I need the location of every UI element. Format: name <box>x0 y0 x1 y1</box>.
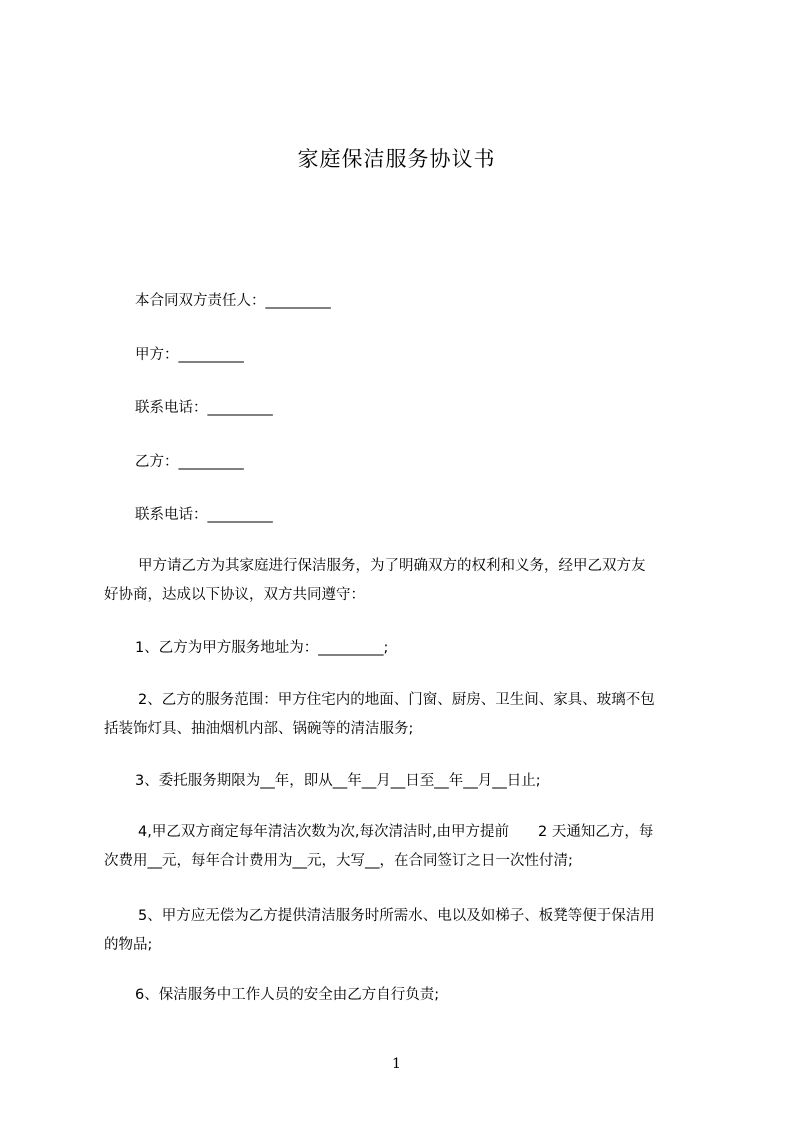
responsible-parties-line: 本合同双方责任人：_________ <box>135 293 331 309</box>
clause-4 <box>104 818 728 876</box>
party-a-line: 甲方：_________ <box>135 347 244 363</box>
clause-3: 3、委托服务期限为__年，即从__年__月__日至__年__月__日止; <box>135 773 541 789</box>
intro-line-2: 好协商，达成以下协议，双方共同遵守： <box>104 587 365 603</box>
clause-4-line-1: 4,甲乙双方商定每年清洁次数为次,每次清洁时,由甲方提前 2 天通知乙方，每 <box>138 824 654 840</box>
party-a-phone-line: 联系电话：_________ <box>135 400 273 416</box>
clause-5-line-2: 的物品; <box>104 937 153 953</box>
clause-1: 1、乙方为甲方服务地址为：_________; <box>135 640 389 656</box>
intro-line-1: 甲方请乙方为其家庭进行保洁服务，为了明确双方的权利和义务，经甲乙双方友 <box>138 558 646 574</box>
intro-paragraph <box>104 552 728 610</box>
clause-5-line-1: 5、甲方应无偿为乙方提供清洁服务时所需水、电以及如梯子、板凳等便于保洁用 <box>138 908 655 924</box>
clause-5 <box>104 902 728 960</box>
clause-4-line-2: 次费用__元，每年合计费用为__元，大写__，在合同签订之日一次性付清; <box>104 853 573 869</box>
page-number: 1 <box>392 1056 401 1072</box>
clause-6: 6、保洁服务中工作人员的安全由乙方自行负责; <box>135 987 440 1003</box>
clause-2 <box>104 686 728 744</box>
party-b-line: 乙方：_________ <box>135 454 244 470</box>
clause-2-line-2: 括装饰灯具、抽油烟机内部、锅碗等的清洁服务; <box>104 721 414 737</box>
document-title: 家庭保洁服务协议书 <box>297 147 496 171</box>
party-b-phone-line: 联系电话：_________ <box>135 507 273 523</box>
clause-2-line-1: 2、乙方的服务范围：甲方住宅内的地面、门窗、厨房、卫生间、家具、玻璃不包 <box>138 692 655 708</box>
